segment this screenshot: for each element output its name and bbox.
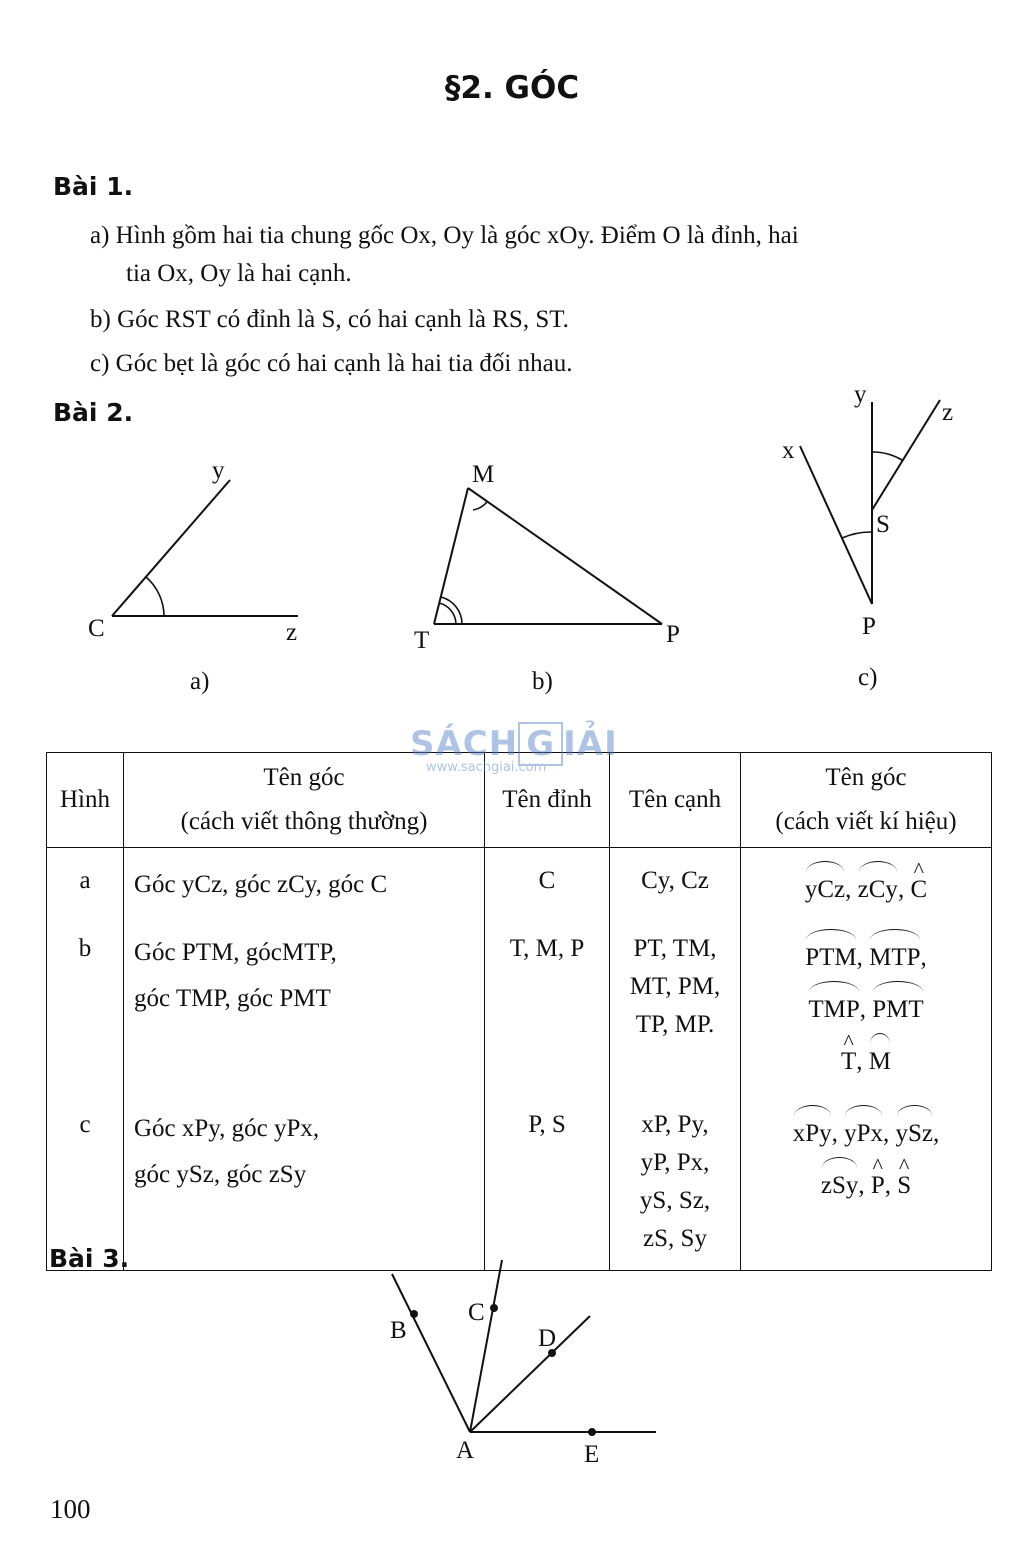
symbol-separator: ,	[859, 996, 873, 1023]
figure-b-label-t: T	[414, 627, 430, 654]
figure-c-label-p: P	[862, 613, 876, 640]
figure-b-label-p: P	[666, 621, 680, 648]
symbol-separator: ,	[884, 1172, 898, 1199]
bai3-label-c: C	[468, 1299, 485, 1326]
angle-symbol: ^ P	[871, 1158, 885, 1210]
header-ten-canh: Tên cạnh	[610, 753, 741, 848]
angle-symbol: ^ C	[910, 862, 927, 914]
cell-ki-hieu	[741, 920, 992, 1092]
table-header-row	[47, 753, 992, 848]
page-number: 100	[50, 1494, 91, 1524]
symbol-separator: ,	[933, 1120, 940, 1147]
figure-c-label-y: y	[854, 381, 867, 408]
table-row	[47, 920, 992, 1092]
cell-ten-dinh: T, M, P	[485, 920, 610, 1092]
cell-ten-canh: xP, Py, yP, Px, yS, Sz, zS, Sy	[610, 1092, 741, 1271]
cell-ten-canh: PT, TM, MT, PM, TP, MP.	[610, 920, 741, 1092]
figure-a-label-y: y	[212, 457, 225, 484]
angle-symbol: yPx	[844, 1106, 883, 1158]
bai1-item-a-line2: tia Ox, Oy là hai cạnh.	[126, 260, 352, 287]
cell-ten-dinh: C	[485, 848, 610, 921]
bai3-label-e: E	[584, 1441, 600, 1468]
angle-symbol: ^ T	[841, 1034, 856, 1086]
page-title: §2. GÓC	[444, 70, 580, 106]
symbol-separator: ,	[856, 944, 870, 971]
symbol-separator: ,	[831, 1120, 845, 1147]
figure-c-angles-xpy-ysz	[760, 380, 980, 660]
figure-b-caption: b)	[532, 668, 553, 695]
angle-symbol: yCz	[805, 862, 845, 914]
header-hinh: Hình	[47, 753, 124, 848]
watermark-url: www.sachgiai.com	[426, 760, 547, 775]
cell-ten-goc: Góc PTM, gócMTP, góc TMP, góc PMT	[124, 920, 485, 1092]
bai1-heading: Bài 1.	[53, 172, 134, 201]
symbol-separator: ,	[897, 876, 911, 903]
angle-symbol: ySz	[896, 1106, 934, 1158]
figure-c-label-z: z	[942, 399, 954, 426]
cell-ten-canh: Cy, Cz	[610, 848, 741, 921]
table-row	[47, 848, 992, 921]
bai3-heading: Bài 3.	[49, 1244, 130, 1273]
angle-symbol: PMT	[872, 982, 923, 1034]
figure-b-label-m: M	[472, 461, 495, 488]
header-ten-goc-ki-hieu: Tên góc (cách viết kí hiệu)	[741, 753, 992, 848]
figure-c-label-x: x	[782, 437, 795, 464]
angle-symbol: TMP	[808, 982, 859, 1034]
figure-bai3-rays	[380, 1250, 680, 1480]
bai3-label-a: A	[456, 1437, 475, 1464]
figure-c-caption: c)	[858, 664, 878, 691]
bai2-heading: Bài 2.	[53, 398, 134, 427]
symbol-separator: ,	[845, 876, 858, 903]
symbol-separator: ,	[856, 1048, 869, 1075]
figure-a-label-z: z	[286, 619, 298, 646]
figure-b-triangle-mtp	[400, 450, 710, 660]
cell-ten-goc: Góc yCz, góc zCy, góc C	[124, 848, 485, 921]
cell-hinh: b	[47, 920, 124, 1092]
header-ten-dinh: Tên đỉnh	[485, 753, 610, 848]
angle-symbol: zSy	[821, 1158, 859, 1210]
bai3-label-d: D	[538, 1325, 557, 1352]
angle-table	[46, 752, 992, 1271]
watermark-brand-left: SÁCH	[410, 724, 519, 764]
cell-ki-hieu	[741, 1092, 992, 1271]
watermark-brand-right: IẢI	[563, 724, 618, 764]
symbol-separator: ,	[883, 1120, 896, 1147]
bai1-item-b: b) Góc RST có đỉnh là S, có hai cạnh là RS, ST.	[90, 306, 569, 333]
angle-symbol: xPy	[793, 1106, 832, 1158]
angle-symbol: MTP	[869, 930, 920, 982]
symbol-separator: ,	[920, 944, 927, 971]
header-ten-goc-thuong: Tên góc (cách viết thông thường)	[124, 753, 485, 848]
bai1-item-c: c) Góc bẹt là góc có hai cạnh là hai tia đối nhau.	[90, 350, 573, 377]
angle-symbol: PTM	[805, 930, 856, 982]
angle-symbol: M	[869, 1034, 891, 1086]
angle-symbol: ^ S	[897, 1158, 911, 1210]
cell-ki-hieu	[741, 848, 992, 921]
cell-ten-goc: Góc xPy, góc yPx, góc ySz, góc zSy	[124, 1092, 485, 1271]
angle-symbol: zCy	[858, 862, 898, 914]
bai3-label-b: B	[390, 1317, 407, 1344]
symbol-separator: ,	[858, 1172, 871, 1199]
figure-a-label-c: C	[88, 615, 105, 642]
cell-hinh: a	[47, 848, 124, 921]
figure-c-label-s: S	[876, 511, 890, 538]
cell-hinh: c	[47, 1092, 124, 1271]
figure-a-caption: a)	[190, 668, 210, 695]
watermark-brand-mid: G	[518, 722, 563, 766]
bai1-item-a-line1: a) Hình gồm hai tia chung gốc Ox, Oy là góc xOy. Điểm O là đỉnh, hai	[90, 222, 799, 249]
table-row	[47, 1092, 992, 1271]
cell-ten-dinh: P, S	[485, 1092, 610, 1271]
figure-a-angle-ycz	[80, 450, 320, 660]
